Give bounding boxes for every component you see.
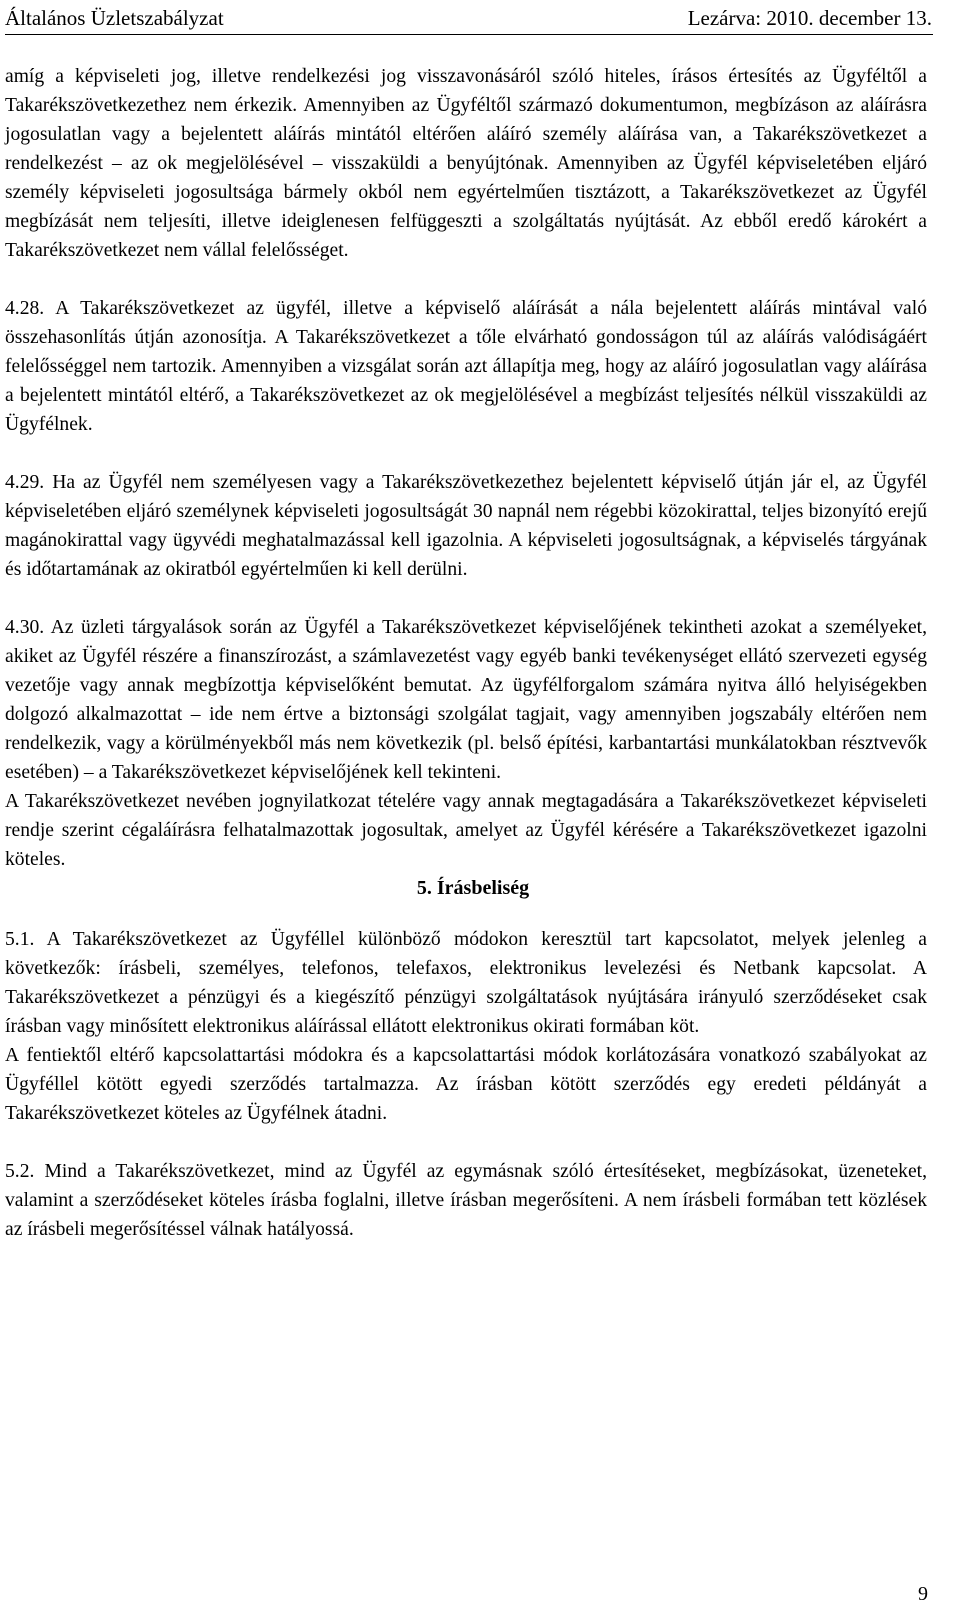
closing-date: Lezárva: 2010. december 13. <box>687 6 932 30</box>
paragraph-5-1: 5.1. A Takarékszövetkezet az Ügyféllel különböző módokon keresztül tart kapcsolatot, melyek jelenleg a következők: írásbeli, személyes, telefonos, telefaxos, elektronikus levelezési és Netbank kapcsolat. A Takarékszövetkezet a pénzügyi és a kiegészítő pénzügyi szolgáltatások nyújtására irányuló szerződéseket csak írásban vagy minősített elektronikus aláírással ellátott elektronikus okirati formában köt. <box>5 929 927 1037</box>
paragraph-5-2: 5.2. Mind a Takarékszövetkezet, mind az Ügyfél az egymásnak szóló értesítéseket, megbízásokat, üzeneteket, valamint a szerződéseket köteles írásba foglalni, illetve írásban megerősíteni. A nem írásbeli formában tett közlések az írásbeli megerősítéssel válnak hatályossá. <box>5 1161 927 1240</box>
document-title: Általános Üzletszabályzat <box>5 6 224 30</box>
section-heading: 5. Írásbeliség <box>416 877 530 899</box>
document-body <box>5 62 927 1244</box>
paragraph-continued: amíg a képviseleti jog, illetve rendelkezési jog visszavonásáról szóló hiteles, írásos értesítés az Ügyféltől a Takarékszövetkezethez nem érkezik. Amennyiben az Ügyféltől származó dokumentumon, megbízáson az aláírásra jogosulatlan vagy a bejelentett aláírás mintától eltérően aláíró személy aláírása van, a Takarékszövetkezet a rendelkezést – az ok megjelölésével – visszaküldi a benyújtónak. Amennyiben az Ügyfél képviseletében eljáró személy képviseleti jogosultsága bármely okból nem egyértelműen tisztázott, a Takarékszövetkezet az Ügyfél megbízását nem teljesíti, illetve ideiglenesen felfüggeszti a szolgáltatás nyújtását. Az ebből eredő károkért a Takarékszövetkezet nem vállal felelősséget. <box>5 66 927 261</box>
page-number: 9 <box>918 1583 928 1605</box>
page-header <box>5 6 932 34</box>
paragraph-4-30: 4.30. Az üzleti tárgyalások során az Ügyfél a Takarékszövetkezet képviselőjének tekintheti azokat a személyeket, akiket az Ügyfél részére a finanszírozást, a számlavezetést vagy egyéb banki tevékenységet ellátó szervezeti egység vezetője vagy annak megbízottja képviselőként bemutat. Az ügyfélforgalom számára nyitva álló helyiségekben dolgozó alkalmazottat – ide nem értve a biztonsági szolgálat tagjait, vagy amennyiben jogszabály eltérően nem rendelkezik, vagy a körülményekből más nem következik (pl. belső építési, karbantartási munkálatokban résztvevők esetében) – a Takarékszövetkezet képviselőjének kell tekinteni. <box>5 617 927 783</box>
paragraph-4-30-continued: A Takarékszövetkezet nevében jognyilatkozat tételére vagy annak megtagadására a Takarékszövetkezet képviseleti rendje szerint cégaláírásra felhatalmazottak jogosultak, amelyet az Ügyfél kérésére a Takarékszövetkezet igazolni köteles. <box>5 791 927 870</box>
paragraph-4-28: 4.28. A Takarékszövetkezet az ügyfél, illetve a képviselő aláírását a nála bejelentett aláírás mintával való összehasonlítás útján azonosítja. A Takarékszövetkezet a tőle elvárható gondosságon túl az aláírás valódiságáért felelősséggel nem tartozik. Amennyiben a vizsgálat során azt állapítja meg, hogy az aláíró jogosulatlan vagy aláírása a bejelentett mintától eltérő, a Takarékszövetkezet az ok megjelölésével a megbízást teljesítés nélkül visszaküldi az Ügyfélnek. <box>5 298 927 435</box>
paragraph-4-29: 4.29. Ha az Ügyfél nem személyesen vagy a Takarékszövetkezethez bejelentett képviselő útján jár el, az Ügyfél képviseletében eljáró személynek képviseleti jogosultságát 30 napnál nem régebbi közokirattal, teljes bizonyító erejű magánokirattal vagy ügyvédi meghatalmazással kell igazolnia. A képviseleti jogosultságnak, a képviselés tárgyának és időtartamának az okiratból egyértelműen ki kell derülni. <box>5 472 927 580</box>
header-divider <box>5 34 933 35</box>
paragraph-5-1-continued: A fentiektől eltérő kapcsolattartási módokra és a kapcsolattartási módok korlátozására vonatkozó szabályokat az Ügyféllel kötött egyedi szerződés tartalmazza. Az írásban kötött szerződés egy eredeti példányát a Takarékszövetkezet köteles az Ügyfélnek átadni. <box>5 1045 927 1124</box>
